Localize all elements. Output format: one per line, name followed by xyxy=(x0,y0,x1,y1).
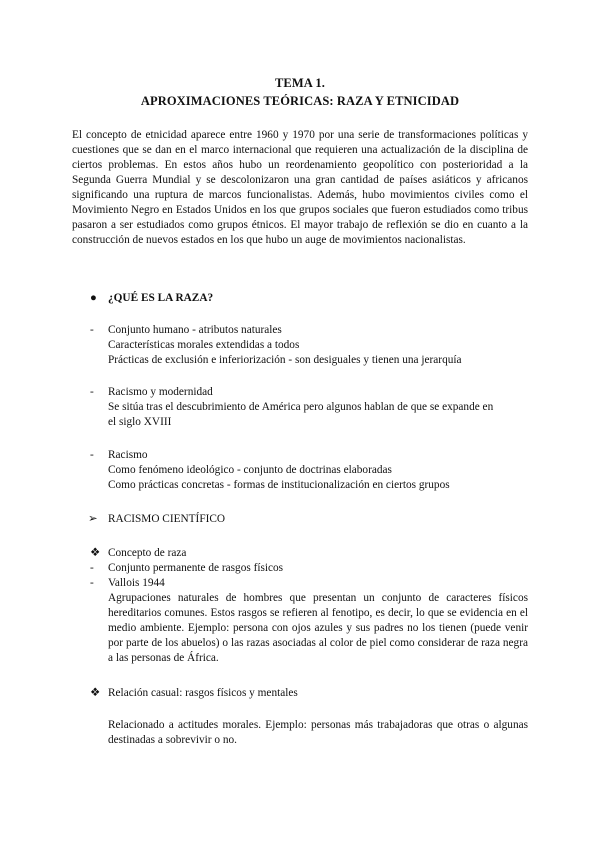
list-item: el siglo XVIII xyxy=(108,416,172,428)
list-item: Conjunto humano - atributos naturales xyxy=(108,324,282,336)
relacion-paragraph: Relacionado a actitudes morales. Ejemplo: personas más trabajadoras que otras o algunas destinadas a sobrevivir o no. xyxy=(108,719,528,746)
list-item: Conjunto permanente de rasgos físicos xyxy=(108,562,284,574)
list-item: Se sitúa tras el descubrimiento de América pero algunos hablan de que se expande en xyxy=(108,401,494,413)
list-item: Racismo xyxy=(108,449,148,461)
list-item: Como fenómeno ideológico - conjunto de doctrinas elaboradas xyxy=(108,464,392,476)
bullet-icon: ● xyxy=(90,292,97,304)
diamond-bullet-icon: ❖ xyxy=(90,547,101,559)
intro-paragraph: El concepto de etnicidad aparece entre 1960 y 1970 por una serie de transformaciones políticas y cuestiones que se dan en el marco internacional que requieren una actualización de la disciplina de ciertos problemas. En estos años hubo un reordenamiento geopolítico con posterioridad a la Segunda Guerra Mundial y se descolonizaron una gran cantidad de países asiáticos y africanos significando una ruptura de marcos funcionalistas. Además, hubo movimientos civiles como el Movimiento Negro en Estados Unidos en los que grupos sociales que fueron estudiados como tribus pasaron a ser estudiados como grupos étnicos. El mayor trabajo de reflexión se dio en cuanto a la construcción de nuevos estados en los que hubo un auge de movimientos nacionalistas. xyxy=(72,129,528,246)
document-title: TEMA 1. xyxy=(274,76,325,90)
list-item: Concepto de raza xyxy=(108,547,187,559)
list-item: Como prácticas concretas - formas de institucionalización en ciertos grupos xyxy=(108,479,450,491)
vallois-definition: Agrupaciones naturales de hombres que presentan un conjunto de caracteres físicos hereditarios comunes. Estos rasgos se refieren al fenotipo, es decir, lo que se evidencia en el medio ambiente. Ejemplo: persona con ojos azules y sus padres no los tienen (puede venir por parte de los abuelos) o las razas asociadas al color de piel como considerar de raza negra a las personas de África. xyxy=(108,592,528,664)
list-item: Racismo y modernidad xyxy=(108,386,213,398)
arrow-icon: ➢ xyxy=(88,513,98,525)
document-subtitle: APROXIMACIONES TEÓRICAS: RAZA Y ETNICIDAD xyxy=(140,94,460,108)
section-heading-cientifico: RACISMO CIENTÍFICO xyxy=(108,513,226,525)
list-item: Prácticas de exclusión e inferiorización - son desiguales y tienen una jerarquía xyxy=(108,354,462,366)
list-item: Relación casual: rasgos físicos y mentales xyxy=(108,687,298,699)
dash-marker: - xyxy=(90,577,94,589)
list-item: Vallois 1944 xyxy=(108,577,165,589)
dash-marker: - xyxy=(90,562,94,574)
list-item: Características morales extendidas a todos xyxy=(108,339,300,351)
dash-marker: - xyxy=(90,386,94,398)
diamond-bullet-icon: ❖ xyxy=(90,687,101,699)
dash-marker: - xyxy=(90,324,94,336)
section-heading-raza: ¿QUÉ ES LA RAZA? xyxy=(108,292,214,304)
dash-marker: - xyxy=(90,449,94,461)
